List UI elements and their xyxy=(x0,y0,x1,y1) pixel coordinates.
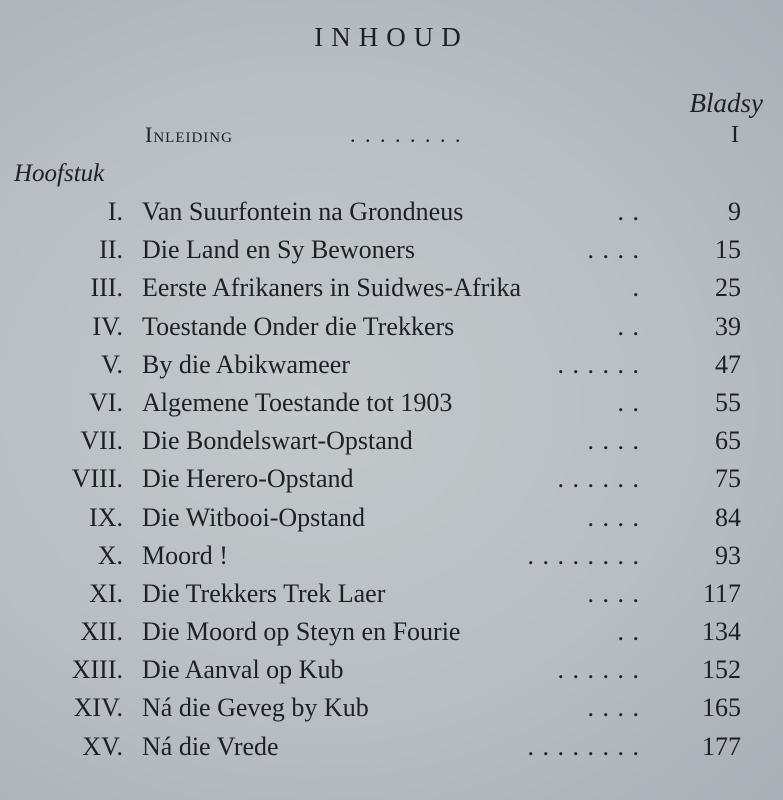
chapter-page: 152 xyxy=(702,655,741,685)
leader-dots: . . . . xyxy=(587,235,640,265)
chapter-title: Die Witbooi-Opstand xyxy=(142,502,366,532)
chapter-title: Die Trekkers Trek Laer xyxy=(142,578,386,608)
toc-row xyxy=(0,503,783,541)
toc-row xyxy=(0,197,783,235)
chapter-title: Die Moord op Steyn en Fourie xyxy=(142,617,461,647)
chapter-number: X. xyxy=(97,540,123,570)
leader-dots: . . . . xyxy=(587,693,640,723)
toc-row xyxy=(0,693,783,731)
chapter-number: IV. xyxy=(92,311,123,341)
toc-row xyxy=(0,464,783,502)
chapter-number: III. xyxy=(90,273,123,303)
leader-dots: . xyxy=(632,273,640,303)
leader-dots: . . . . . . . . xyxy=(527,540,640,570)
chapter-title: Ná die Geveg by Kub xyxy=(142,693,369,723)
chapter-page: 65 xyxy=(715,426,741,456)
chapter-title: Moord ! xyxy=(142,540,228,570)
toc-row xyxy=(0,350,783,388)
chapter-page: 84 xyxy=(715,502,741,532)
leader-dots: . . xyxy=(617,617,640,647)
toc-row xyxy=(0,426,783,464)
chapter-number: II. xyxy=(99,235,123,265)
leader-dots: . . . . . . xyxy=(557,655,640,685)
toc-row xyxy=(0,617,783,655)
chapter-page: 55 xyxy=(715,387,741,417)
introduction-title: Inleiding xyxy=(145,122,233,147)
chapter-title: Algemene Toestande tot 1903 xyxy=(142,387,453,417)
chapter-page: 9 xyxy=(728,197,741,226)
table-of-contents xyxy=(0,197,783,770)
chapter-title: Die Bondelswart-Opstand xyxy=(142,426,413,456)
toc-row xyxy=(0,312,783,350)
chapter-title: By die Abikwameer xyxy=(142,349,350,379)
leader-dots: . . . . xyxy=(587,426,640,456)
chapter-number: XIII. xyxy=(71,655,123,685)
leader-dots: . . . . . . . . xyxy=(527,731,640,761)
chapter-page: 177 xyxy=(702,731,741,761)
introduction-leader-dots: . . . . . . . . xyxy=(350,122,463,147)
chapter-number: IX. xyxy=(89,502,123,532)
chapter-page: 75 xyxy=(715,464,741,494)
chapter-title: Eerste Afrikaners in Suidwes-Afrika xyxy=(142,273,522,303)
chapter-title: Van Suurfontein na Grondneus xyxy=(142,197,464,226)
leader-dots: . . xyxy=(617,387,640,417)
introduction-page: I xyxy=(731,122,739,148)
chapter-page: 39 xyxy=(715,311,741,341)
chapter-page: 15 xyxy=(715,235,741,265)
toc-row xyxy=(0,579,783,617)
chapter-number: XIV. xyxy=(73,693,123,723)
leader-dots: . . xyxy=(617,311,640,341)
introduction-entry xyxy=(0,120,783,156)
chapter-page: 134 xyxy=(702,617,741,647)
leader-dots: . . . . . . xyxy=(557,464,640,494)
chapter-number: V. xyxy=(101,349,123,379)
leader-dots: . . . . xyxy=(587,578,640,608)
chapter-title: Die Aanval op Kub xyxy=(142,655,344,685)
page-column-label: Bladsy xyxy=(689,88,763,118)
leader-dots: . . . . . . xyxy=(557,349,640,379)
toc-row xyxy=(0,273,783,311)
chapter-title: Toestande Onder die Trekkers xyxy=(142,311,455,341)
chapter-number: VIII. xyxy=(71,464,123,494)
chapter-number: XI. xyxy=(89,578,123,608)
chapter-page: 25 xyxy=(715,273,741,303)
chapter-column-label: Hoofstuk xyxy=(14,160,105,187)
chapter-number: XV. xyxy=(82,731,123,761)
chapter-page: 47 xyxy=(715,349,741,379)
chapter-page: 93 xyxy=(715,540,741,570)
chapter-number: XII. xyxy=(80,617,123,647)
toc-row xyxy=(0,388,783,426)
leader-dots: . . . . xyxy=(587,502,640,532)
chapter-title: Die Herero-Opstand xyxy=(142,464,354,494)
chapter-number: I. xyxy=(107,197,123,226)
chapter-title: Ná die Vrede xyxy=(142,731,279,761)
chapter-number: VII. xyxy=(80,426,123,456)
toc-row xyxy=(0,732,783,770)
chapter-number: VI. xyxy=(89,387,123,417)
leader-dots: . . xyxy=(617,197,640,226)
toc-row xyxy=(0,235,783,273)
chapter-page: 165 xyxy=(702,693,741,723)
chapter-page: 117 xyxy=(702,578,741,608)
toc-row xyxy=(0,655,783,693)
page-title: INHOUD xyxy=(314,22,469,52)
chapter-title: Die Land en Sy Bewoners xyxy=(142,235,415,265)
toc-row xyxy=(0,541,783,579)
